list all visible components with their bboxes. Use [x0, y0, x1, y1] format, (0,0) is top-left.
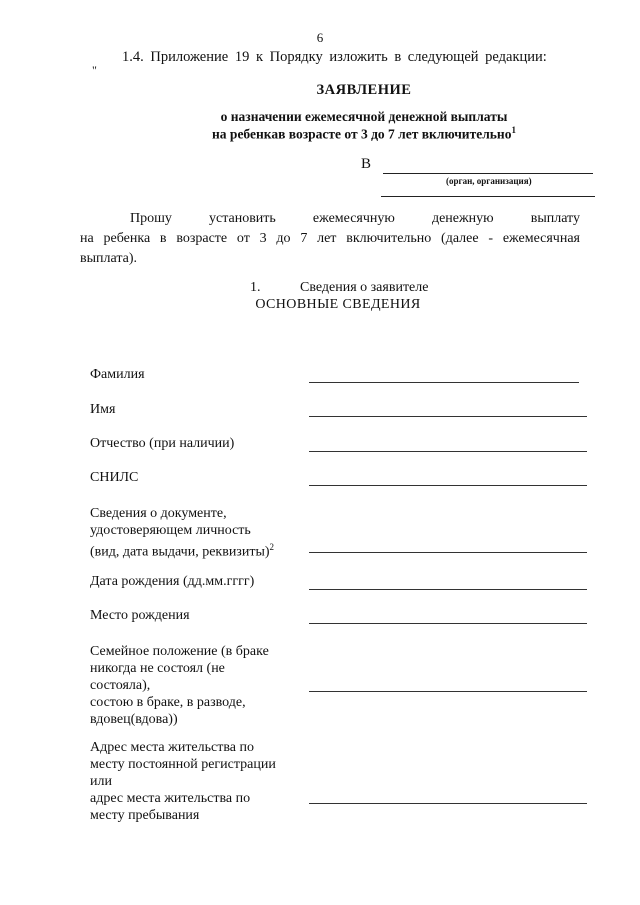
field-snils-line[interactable] [309, 485, 587, 486]
field-label-line: Отчество (при наличии) [90, 436, 235, 451]
request-line-2: на ребенка в возрасте от 3 до 7 лет включительно (далее - ежемесячная [80, 231, 580, 246]
field-birthdate-label [90, 573, 300, 590]
section-title: Сведения о заявителе [300, 280, 429, 295]
field-address-label [90, 739, 300, 824]
request-line-1: Прошу установить ежемесячную денежную выплату [130, 211, 580, 226]
recipient-line-2 [381, 196, 595, 197]
field-label-line: вдовец(вдова)) [90, 712, 178, 727]
intro-line: 1.4. Приложение 19 к Порядку изложить в следующей редакции: [122, 49, 547, 65]
field-label-line: месту пребывания [90, 808, 200, 823]
field-label-line: месту постоянной регистрации [90, 757, 276, 772]
field-id-document-line[interactable] [309, 552, 587, 553]
open-quote: " [92, 63, 97, 77]
subtitle-line2-text: на ребенкав возрасте от 3 до 7 лет включительно [212, 126, 512, 142]
field-label-line: Имя [90, 402, 116, 417]
document-subtitle-line2 [0, 125, 640, 143]
recipient-prefix: В [361, 156, 372, 172]
document-title: ЗАЯВЛЕНИЕ [316, 82, 412, 98]
field-patronymic-line[interactable] [309, 451, 587, 452]
field-label-line: Дата рождения (дд.мм.гггг) [90, 574, 255, 589]
field-id-document-label [90, 505, 300, 561]
field-label-line: состою в браке, в разводе, [90, 695, 246, 710]
field-name-line[interactable] [309, 416, 587, 417]
field-birthplace-line[interactable] [309, 623, 587, 624]
footnote-marker-2: 2 [269, 542, 275, 552]
field-name-label [90, 401, 300, 418]
field-birthdate-line[interactable] [309, 589, 587, 590]
field-label-line [90, 539, 300, 561]
field-surname-line[interactable] [309, 382, 579, 383]
field-label-text: (вид, дата выдачи, реквизиты) [90, 544, 270, 560]
field-label-line: никогда не состоял (не [90, 661, 225, 676]
field-label-line: Адрес места жительства по [90, 740, 254, 755]
field-patronymic-label [90, 435, 300, 452]
field-address-line[interactable] [309, 803, 587, 804]
footnote-marker-1: 1 [511, 125, 516, 135]
field-label-line: состояла), [90, 678, 151, 693]
section-heading: ОСНОВНЫЕ СВЕДЕНИЯ [255, 297, 421, 312]
page-number: 6 [316, 30, 324, 45]
field-marital-status-line[interactable] [309, 691, 587, 692]
section-number: 1. [250, 280, 261, 295]
field-surname-label [90, 366, 300, 383]
recipient-caption: (орган, организация) [446, 176, 532, 186]
field-label-line: Фамилия [90, 367, 145, 382]
field-marital-status-label [90, 643, 300, 728]
field-label-line: СНИЛС [90, 470, 139, 485]
document-subtitle-line1: о назначении ежемесячной денежной выплаты [220, 109, 508, 124]
field-label-line: адрес места жительства по [90, 791, 251, 806]
request-line-3: выплата). [80, 251, 138, 266]
field-label-line: Сведения о документе, [90, 506, 227, 521]
field-birthplace-label [90, 607, 300, 624]
recipient-line [383, 173, 593, 174]
field-label-line: Семейное положение (в браке [90, 644, 269, 659]
field-label-line: или [90, 774, 112, 789]
field-label-line: удостоверяющем личность [90, 523, 251, 538]
field-snils-label [90, 469, 300, 486]
field-label-line: Место рождения [90, 608, 190, 623]
